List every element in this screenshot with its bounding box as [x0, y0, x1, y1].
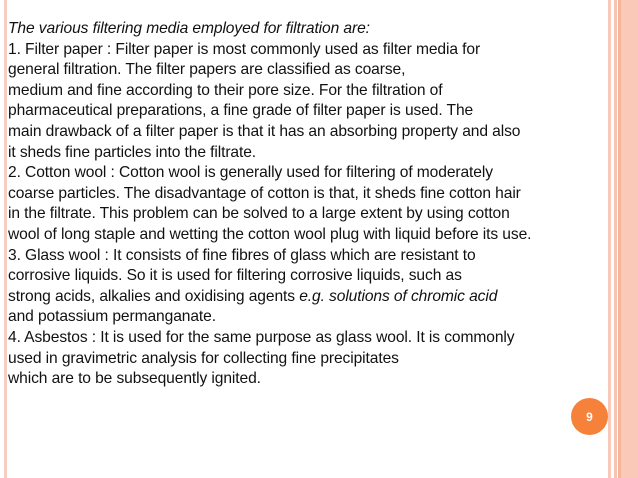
- text-line: 3. Glass wool : It consists of fine fibres of glass which are resistant to: [8, 246, 476, 264]
- text-segment: strong acids, alkalies and oxidising agents: [8, 287, 300, 305]
- text-line: in the filtrate. This problem can be solved to a large extent by using cotton: [8, 205, 510, 223]
- intro-line: The various filtering media employed for filtration are:: [8, 20, 370, 37]
- example-italic-text: e.g. solutions of chromic acid: [299, 287, 498, 305]
- text-line: 4. Asbestos : It is used for the same purpose as glass wool. It is commonly: [8, 328, 515, 346]
- text-line: [8, 287, 613, 308]
- left-border-rule: [4, 0, 7, 478]
- text-line: general filtration. The filter papers are classified as coarse,: [8, 61, 406, 79]
- text-line: pharmaceutical preparations, a fine grade of filter paper is used. The: [8, 102, 474, 120]
- text-line: medium and fine according to their pore size. For the filtration of: [8, 81, 443, 99]
- text-line: main drawback of a filter paper is that it has an absorbing property and also: [8, 122, 521, 140]
- text-line: wool of long staple and wetting the cotton wool plug with liquid before its use.: [8, 225, 532, 243]
- text-line: corrosive liquids. So it is used for filtering corrosive liquids, such as: [8, 267, 462, 285]
- text-line: 2. Cotton wool : Cotton wool is generally used for filtering of moderately: [8, 164, 493, 182]
- text-line: which are to be subsequently ignited.: [8, 370, 261, 388]
- text-line: and potassium permanganate.: [8, 308, 216, 326]
- page-number-badge: 9: [571, 398, 608, 435]
- text-line: it sheds fine particles into the filtrate.: [8, 143, 257, 161]
- stripe: [614, 0, 617, 478]
- text-line: 1. Filter paper : Filter paper is most commonly used as filter media for: [8, 40, 481, 58]
- text-line: used in gravimetric analysis for collecting fine precipitates: [8, 349, 399, 367]
- text-line: coarse particles. The disadvantage of cotton is that, it sheds fine cotton hair: [8, 184, 521, 202]
- slide-body-text: [8, 19, 613, 390]
- stripe: [621, 0, 638, 478]
